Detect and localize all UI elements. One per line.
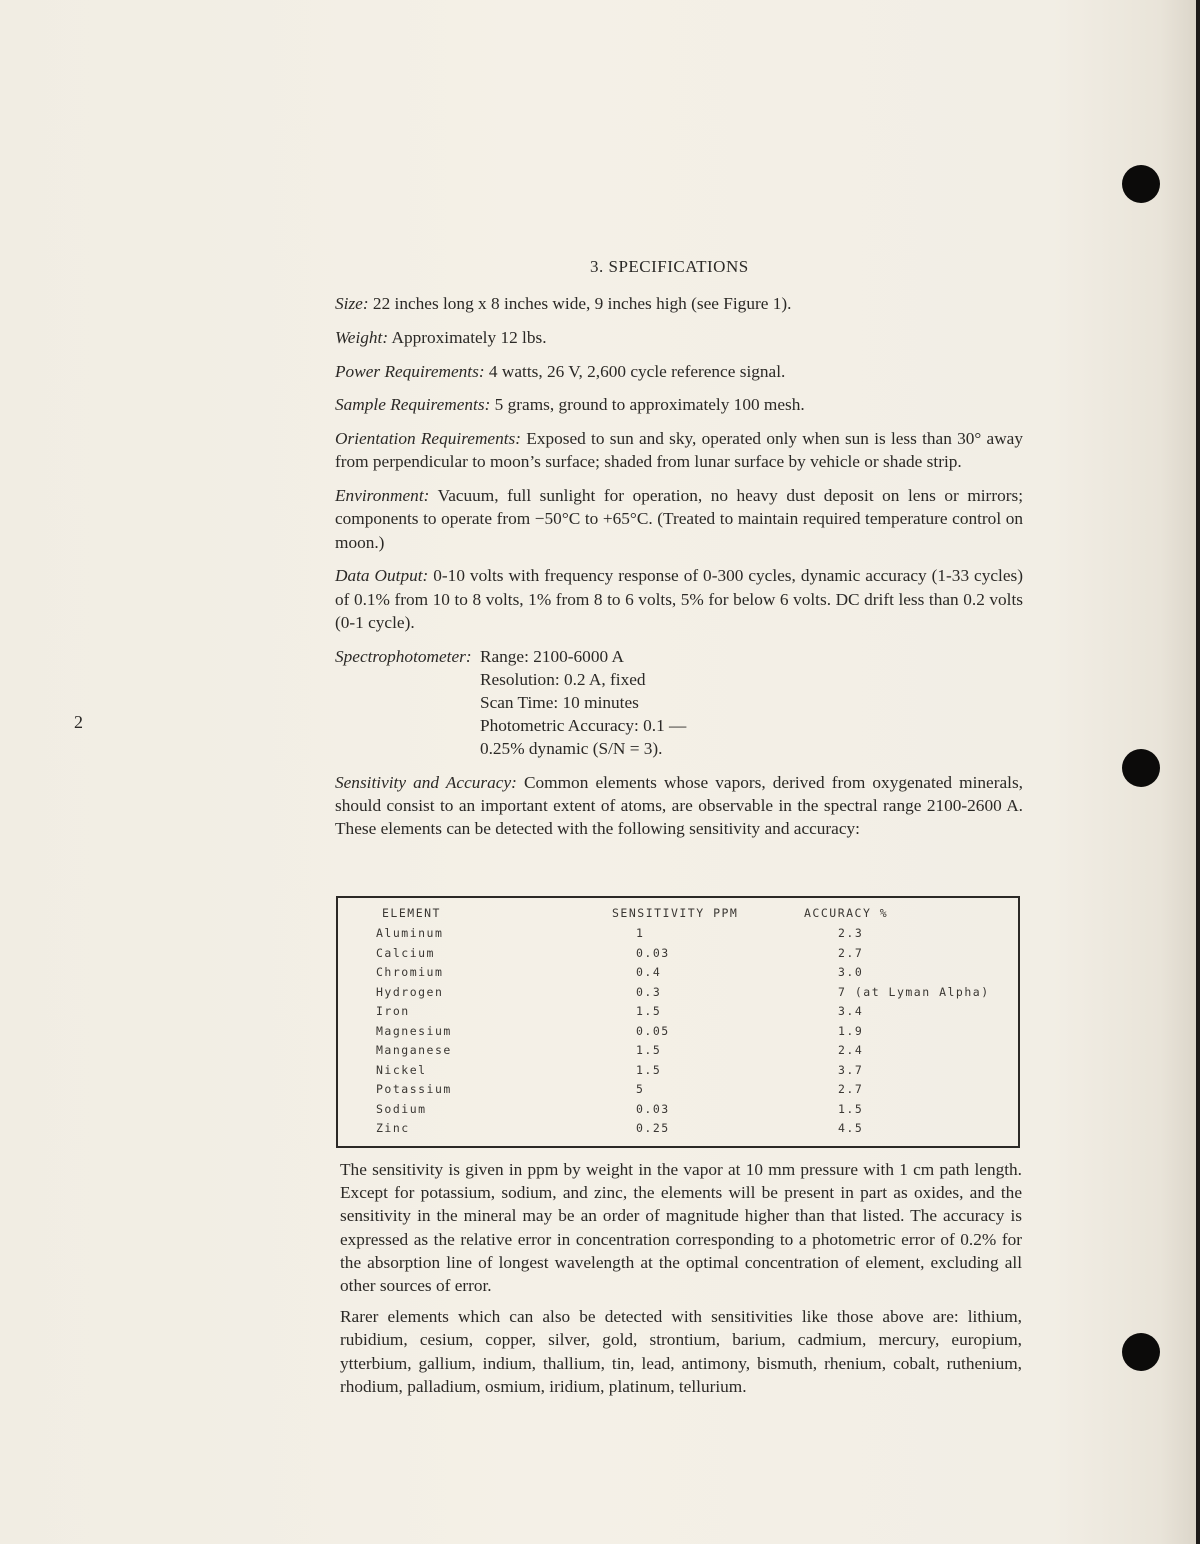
table-row	[338, 985, 1018, 1004]
spec-label: Environment:	[335, 486, 430, 506]
element-cell: Aluminum	[376, 926, 444, 940]
sensitivity-table	[336, 896, 1020, 1148]
spec-label: Power Requirements:	[335, 361, 485, 381]
table-row	[338, 1043, 1018, 1062]
spec-label: Data Output:	[335, 566, 429, 586]
spectrophotometer-lines	[480, 645, 686, 761]
accuracy-cell: 1.5	[838, 1101, 864, 1116]
binder-hole	[1122, 749, 1160, 787]
accuracy-cell: 4.5	[838, 1121, 864, 1135]
table-row	[338, 1004, 1018, 1023]
spec-environment	[335, 484, 1023, 554]
element-cell: Manganese	[376, 1043, 452, 1057]
binder-hole	[1122, 165, 1160, 203]
column-header-accuracy: ACCURACY %	[804, 906, 889, 920]
spec-sensitivity	[335, 771, 1023, 841]
sensitivity-cell: 1.5	[636, 1043, 662, 1057]
element-cell: Magnesium	[376, 1023, 452, 1038]
column-header-sensitivity: SENSITIVITY PPM	[612, 906, 739, 920]
element-cell: Sodium	[376, 1101, 427, 1116]
spec-data-output	[335, 564, 1023, 634]
sensitivity-cell: 0.4	[636, 965, 662, 979]
table-row	[338, 946, 1018, 965]
spec-power	[335, 360, 1023, 383]
element-cell: Calcium	[376, 945, 435, 960]
spec-spectrophotometer	[335, 645, 1023, 761]
spectrophotometer-line: Range: 2100-6000 A	[479, 646, 624, 666]
spec-orientation	[335, 427, 1023, 473]
spec-size	[335, 292, 1023, 315]
accuracy-cell: 7 (at Lyman Alpha)	[838, 984, 990, 999]
sensitivity-cell: 0.03	[636, 1101, 670, 1116]
element-cell: Iron	[376, 1004, 410, 1018]
spec-text: 5 grams, ground to approximately 100 mesh.	[494, 395, 805, 415]
sensitivity-cell: 1	[636, 926, 645, 940]
spec-text: Exposed to sun and sky, operated only when sun is less than 30° away from perpendicular to moon’s surface; shaded from lunar surface by vehicle or shade strip.	[335, 429, 1023, 472]
table-row	[338, 1024, 1018, 1043]
element-cell: Zinc	[376, 1121, 410, 1135]
spec-text: Approximately 12 lbs.	[391, 327, 547, 347]
accuracy-cell: 1.9	[838, 1023, 864, 1038]
element-cell: Chromium	[376, 965, 444, 979]
accuracy-cell: 2.7	[838, 945, 864, 960]
spec-label: Weight:	[335, 327, 389, 347]
sensitivity-cell: 5	[636, 1082, 645, 1096]
sensitivity-note: The sensitivity is given in ppm by weight in the vapor at 10 mm pressure with 1 cm path length. Except for potassium, sodium, and zinc, the elements will be present in part as oxides, and the sensitivity in the mineral may be an order of magnitude higher than that listed. The accuracy is expressed as the relative error in concentration corresponding to a photometric error of 0.2% for the absorption line of longest wavelength at the optimal concentration of element, excluding all other sources of error.	[340, 1160, 1022, 1296]
sensitivity-cell: 0.05	[636, 1023, 670, 1038]
spec-label: Sample Requirements:	[335, 395, 491, 415]
table-header-row	[338, 906, 1018, 925]
spectrophotometer-line: Photometric Accuracy: 0.1 —	[479, 716, 687, 736]
section-heading: 3. SPECIFICATIONS	[590, 257, 749, 276]
accuracy-cell: 3.7	[838, 1062, 864, 1077]
spec-label: Size:	[335, 294, 369, 313]
binder-hole	[1122, 1333, 1160, 1371]
element-cell: Potassium	[376, 1082, 452, 1096]
spectrophotometer-line: Resolution: 0.2 A, fixed	[479, 669, 646, 689]
table-row	[338, 1063, 1018, 1082]
spec-weight	[335, 326, 1023, 349]
rarer-elements-note: Rarer elements which can also be detected with sensitivities like those above are: lithium, rubidium, cesium, copper, silver, gold, strontium, barium, cadmium, mercury, europium, ytterbium, gallium, indium, thallium, tin, lead, antimony, bismuth, rhenium, cobalt, ruthenium, rhodium, palladium, osmium, iridium, platinum, tellurium.	[340, 1307, 1022, 1396]
spec-label: Spectrophotometer:	[335, 646, 472, 666]
sensitivity-cell: 0.03	[636, 945, 670, 960]
table-row	[338, 926, 1018, 945]
spec-text: Vacuum, full sunlight for operation, no heavy dust deposit on lens or mirrors; components to operate from −50°C to +65°C. (Treated to maintain required temperature control on moon.)	[335, 486, 1023, 552]
notes-body	[340, 1158, 1022, 1406]
spec-text: 0-10 volts with frequency response of 0-300 cycles, dynamic accuracy (1-33 cycles) of 0.1% from 10 to 8 volts, 1% from 8 to 6 volts, 5% for below 6 volts. DC drift less than 0.2 volts (0-1 cycle).	[335, 566, 1023, 632]
sensitivity-cell: 1.5	[636, 1062, 662, 1077]
element-cell: Hydrogen	[376, 984, 444, 999]
spec-label: Orientation Requirements:	[335, 429, 522, 449]
table-row	[338, 1082, 1018, 1101]
spec-text: 4 watts, 26 V, 2,600 cycle reference signal.	[488, 361, 786, 381]
table-row	[338, 1102, 1018, 1121]
sensitivity-cell: 0.25	[636, 1121, 670, 1135]
table-row	[338, 1121, 1018, 1140]
accuracy-cell: 2.7	[838, 1082, 864, 1096]
column-header-element: ELEMENT	[382, 906, 441, 920]
page-number: 2	[74, 712, 83, 732]
spectrophotometer-line: Scan Time: 10 minutes	[479, 693, 639, 712]
accuracy-cell: 2.3	[838, 926, 864, 940]
sensitivity-cell: 0.3	[636, 984, 662, 999]
accuracy-cell: 2.4	[838, 1043, 864, 1057]
specifications-body	[335, 292, 1023, 851]
spectrophotometer-line: 0.25% dynamic (S/N = 3).	[479, 739, 663, 759]
spec-text: Common elements whose vapors, derived from oxygenated minerals, should consist to an important extent of atoms, are observable in the spectral range 2100-2600 A. These elements can be detected with the following sensitivity and accuracy:	[335, 772, 1024, 839]
accuracy-cell: 3.0	[838, 965, 864, 979]
accuracy-cell: 3.4	[838, 1004, 864, 1018]
element-cell: Nickel	[376, 1062, 427, 1077]
spec-text: 22 inches long x 8 inches wide, 9 inches high (see Figure 1).	[372, 294, 792, 313]
table-row	[338, 965, 1018, 984]
sensitivity-cell: 1.5	[636, 1004, 662, 1018]
spec-sample	[335, 393, 1023, 416]
spec-label: Sensitivity and Accuracy:	[335, 772, 517, 792]
